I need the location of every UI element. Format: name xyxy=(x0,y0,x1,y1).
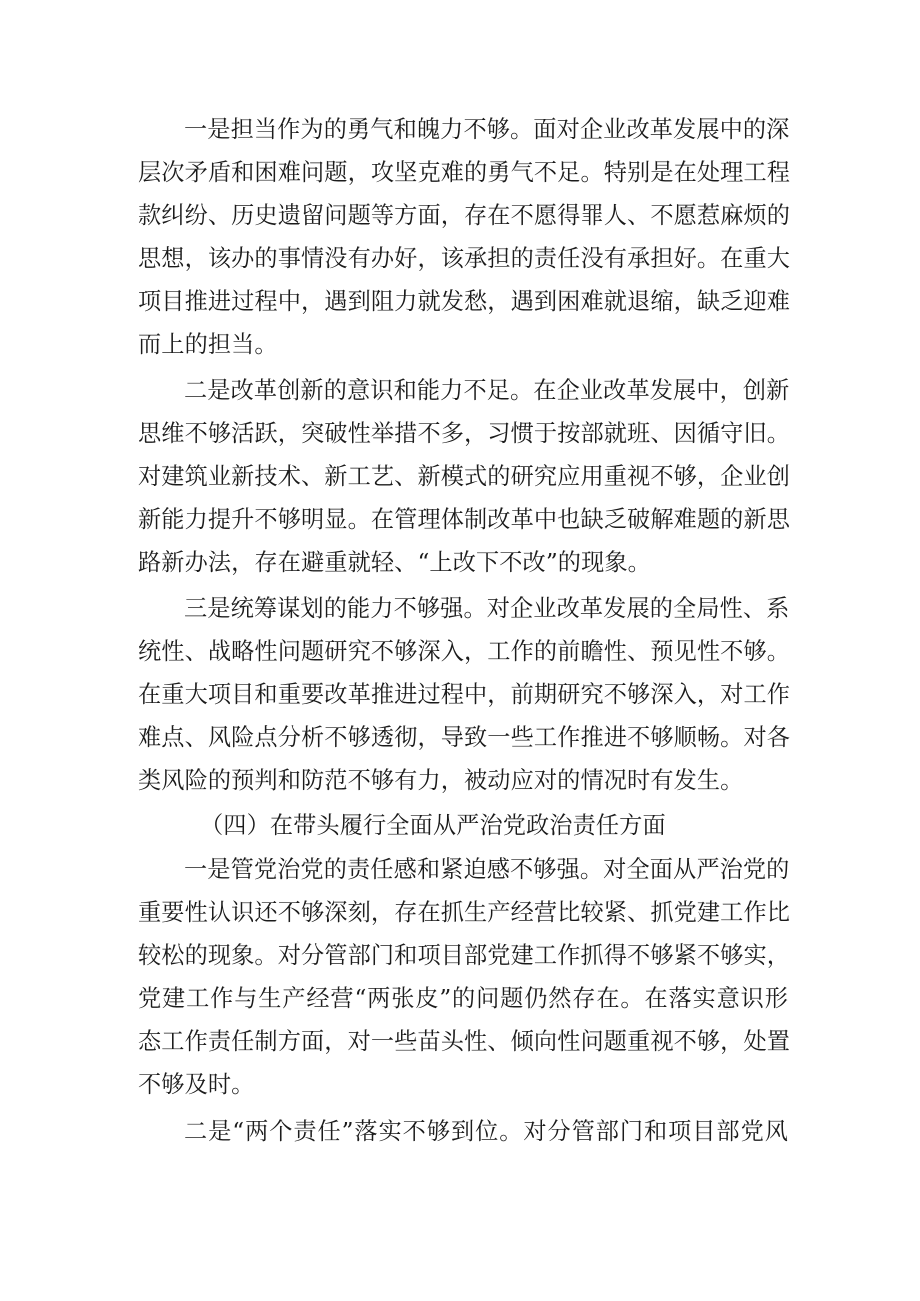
body-text-line: 层次矛盾和困难问题，攻坚克难的勇气不足。特别是在处理工程 xyxy=(138,159,791,186)
body-text-line: 一是担当作为的勇气和魄力不够。面对企业改革发展中的深 xyxy=(184,116,790,143)
body-text-line: 重要性认识还不够深刻，存在抓生产经营比较紧、抓党建工作比 xyxy=(138,899,791,926)
body-text-line: 较松的现象。对分管部门和项目部党建工作抓得不够紧不够实， xyxy=(138,942,791,969)
body-text-line: 而上的担当。 xyxy=(138,331,278,358)
body-text-line: 款纠纷、历史遗留问题等方面，存在不愿得罪人、不愿惹麻烦的 xyxy=(138,202,791,229)
body-text-line: 路新办法，存在避重就轻、“上改下不改”的现象。 xyxy=(138,549,651,576)
body-text-line: 对建筑业新技术、新工艺、新模式的研究应用重视不够，企业创 xyxy=(138,463,791,490)
body-text-line: 思维不够活跃，突破性举措不多，习惯于按部就班、因循守旧。 xyxy=(138,420,791,447)
body-text-line: 思想，该办的事情没有办好，该承担的责任没有承担好。在重大 xyxy=(138,245,791,272)
body-text-line: 统性、战略性问题研究不够深入，工作的前瞻性、预见性不够。 xyxy=(138,638,791,665)
body-text-line: 二是“两个责任”落实不够到位。对分管部门和项目部党风 xyxy=(184,1118,788,1145)
body-text-line: 类风险的预判和防范不够有力，被动应对的情况时有发生。 xyxy=(138,767,744,794)
body-text-line: 新能力提升不够明显。在管理体制改革中也缺乏破解难题的新思 xyxy=(138,506,791,533)
body-text-line: 二是改革创新的意识和能力不足。在企业改革发展中，创新 xyxy=(184,377,790,404)
body-text-line: 态工作责任制方面，对一些苗头性、倾向性问题重视不够，处置 xyxy=(138,1028,791,1055)
body-text-line: 不够及时。 xyxy=(138,1071,255,1098)
body-text-line: 一是管党治党的责任感和紧迫感不够强。对全面从严治党的 xyxy=(184,856,790,883)
body-text-line: 难点、风险点分析不够透彻，导致一些工作推进不够顺畅。对各 xyxy=(138,724,791,751)
body-text-line: 三是统筹谋划的能力不够强。对企业改革发展的全局性、系 xyxy=(184,595,790,622)
body-text-line: 在重大项目和重要改革推进过程中，前期研究不够深入，对工作 xyxy=(138,681,791,708)
section-heading: （四）在带头履行全面从严治党政治责任方面 xyxy=(200,812,666,839)
body-text-line: 党建工作与生产经营“两张皮”的问题仍然存在。在落实意识形 xyxy=(138,985,788,1012)
body-text-line: 项目推进过程中，遇到阻力就发愁，遇到困难就退缩，缺乏迎难 xyxy=(138,288,791,315)
